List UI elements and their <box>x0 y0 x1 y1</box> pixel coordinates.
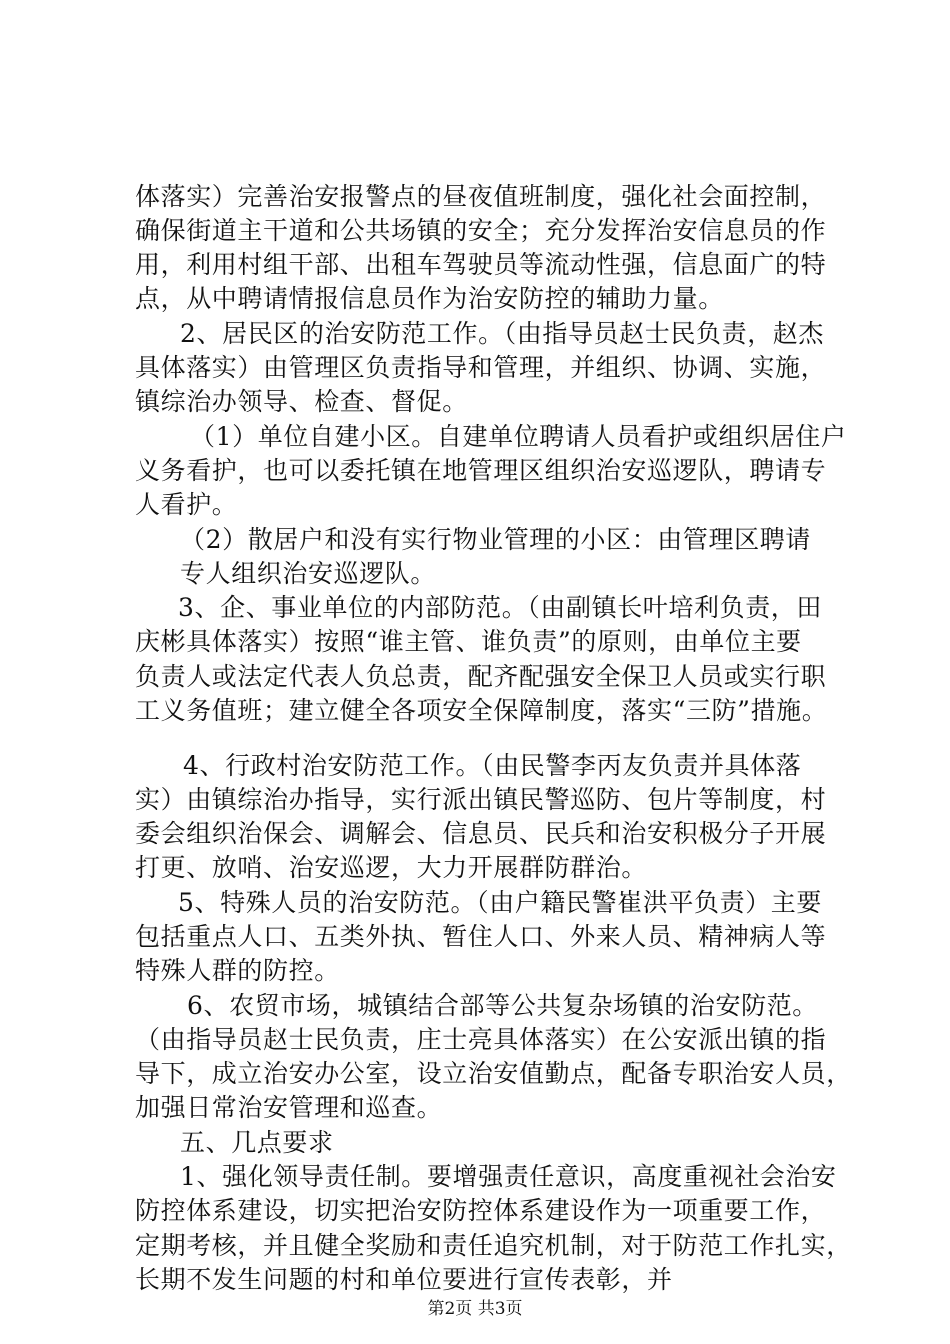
body-line: （由指导员赵士民负责，庄士亮具体落实）在公安派出镇的指 <box>135 1025 827 1054</box>
body-line: 导下，成立治安办公室，设立治安值勤点，配备专职治安人员， <box>135 1059 852 1088</box>
body-line: 3、企、事业单位的内部防范。（由副镇长叶培利负责，田 <box>178 593 823 622</box>
body-line: 实）由镇综治办指导，实行派出镇民警巡防、包片等制度，村 <box>135 785 827 814</box>
body-line: 人看护。 <box>135 490 238 519</box>
body-line: 具体落实）由管理区负责指导和管理，并组织、协调、实施， <box>135 353 827 382</box>
body-line: 庆彬具体落实）按照“谁主管、谁负责”的原则，由单位主要 <box>135 627 802 656</box>
body-line: 加强日常治安管理和巡查。 <box>135 1093 443 1122</box>
body-line: 点，从中聘请情报信息员作为治安防控的辅助力量。 <box>135 284 724 313</box>
body-line: （2）散居户和没有实行物业管理的小区：由管理区聘请 <box>180 525 811 554</box>
body-line: 专人组织治安巡逻队。 <box>180 559 437 588</box>
body-line: 特殊人群的防控。 <box>135 956 340 985</box>
body-line: 定期考核，并且健全奖励和责任追究机制，对于防范工作扎实， <box>135 1231 852 1260</box>
body-line: （1）单位自建小区。自建单位聘请人员看护或组织居住户 <box>190 422 847 451</box>
body-line: 委会组织治保会、调解会、信息员、民兵和治安积极分子开展 <box>135 819 827 848</box>
body-line: 打更、放哨、治安巡逻，大力开展群防群治。 <box>135 853 648 882</box>
body-line: 体落实）完善治安报警点的昼夜值班制度，强化社会面控制， <box>135 182 827 211</box>
body-line: 长期不发生问题的村和单位要进行宣传表彰，并 <box>135 1265 673 1294</box>
body-line: 4、行政村治安防范工作。（由民警李丙友负责并具体落 <box>183 751 802 780</box>
page-footer: 第2页 共3页 <box>427 1299 523 1319</box>
body-line: 防控体系建设，切实把治安防控体系建设作为一项重要工作， <box>135 1196 827 1225</box>
body-line: 6、农贸市场，城镇结合部等公共复杂场镇的治安防范。 <box>187 991 818 1020</box>
body-line: 镇综治办领导、检查、督促。 <box>135 387 468 416</box>
body-line: 用，利用村组干部、出租车驾驶员等流动性强，信息面广的特 <box>135 250 827 279</box>
section-heading: 五、几点要求 <box>180 1128 334 1157</box>
body-line: 确保街道主干道和公共场镇的安全；充分发挥治安信息员的作 <box>135 216 827 245</box>
body-line: 2、居民区的治安防范工作。（由指导员赵士民负责，赵杰 <box>180 319 825 348</box>
body-line: 包括重点人口、五类外执、暂住人口、外来人员、精神病人等 <box>135 922 827 951</box>
body-line: 负责人或法定代表人负总责，配齐配强安全保卫人员或实行职 <box>135 662 827 691</box>
body-line: 5、特殊人员的治安防范。（由户籍民警崔洪平负责）主要 <box>178 888 823 917</box>
body-line: 工义务值班；建立健全各项安全保障制度，落实“三防”措施。 <box>135 696 828 725</box>
body-line: 义务看护，也可以委托镇在地管理区组织治安巡逻队，聘请专 <box>135 456 827 485</box>
body-line: 1、强化领导责任制。要增强责任意识，高度重视社会治安 <box>180 1162 837 1191</box>
